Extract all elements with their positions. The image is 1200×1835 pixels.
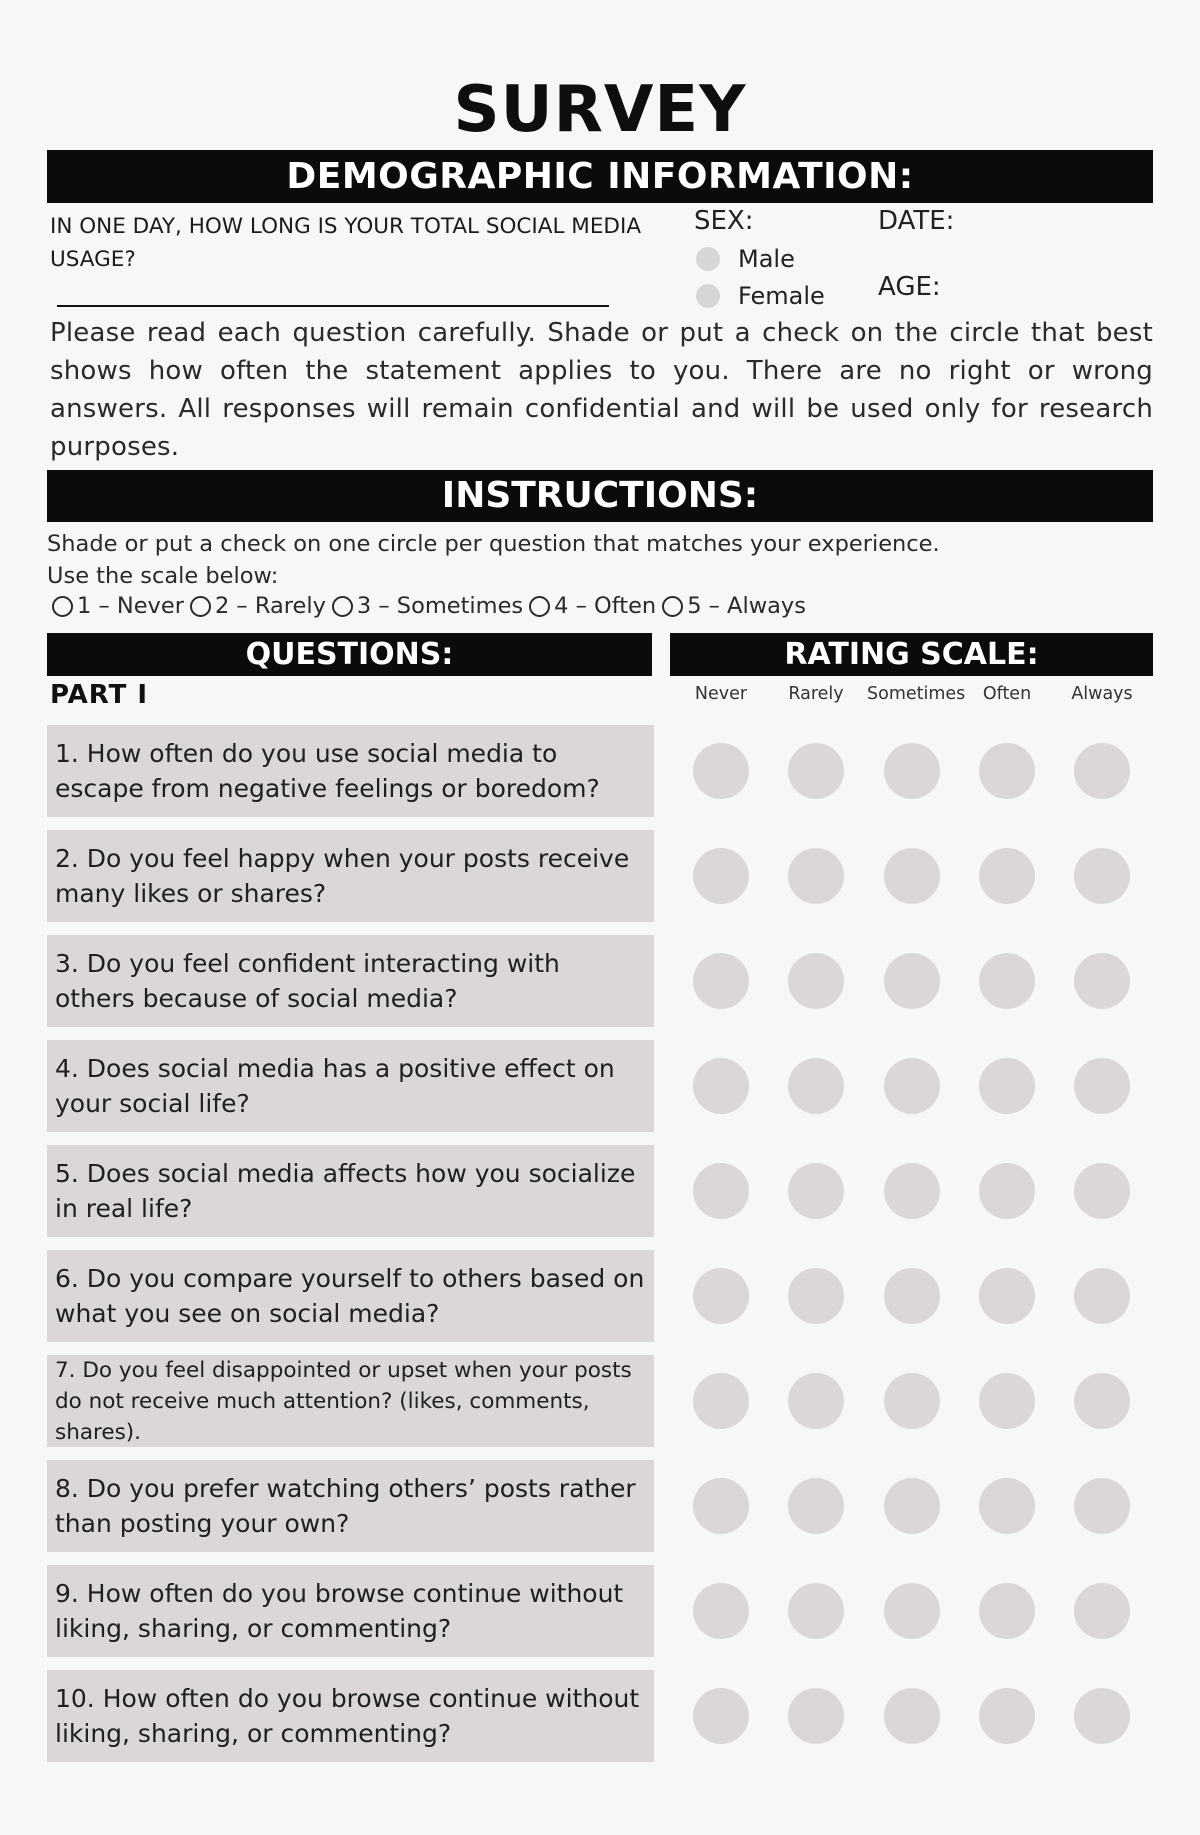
question-text: 5. Does social media affects how you socialize in real life? (55, 1159, 636, 1223)
scale-item (190, 593, 326, 619)
rating-option-never[interactable] (693, 1268, 749, 1324)
scale-label: 1 – Never (77, 593, 184, 619)
rating-option-often[interactable] (979, 953, 1035, 1009)
rating-option-rarely[interactable] (788, 1058, 844, 1114)
radio-circle-icon[interactable] (696, 247, 720, 271)
rating-option-often[interactable] (979, 1688, 1035, 1744)
question-row (47, 725, 654, 817)
question-row (47, 1565, 654, 1657)
rating-option-never[interactable] (693, 743, 749, 799)
rating-option-rarely[interactable] (788, 1478, 844, 1534)
scale-item (332, 593, 523, 619)
rating-option-never[interactable] (693, 1373, 749, 1429)
rating-option-rarely[interactable] (788, 1583, 844, 1639)
rating-option-always[interactable] (1074, 953, 1130, 1009)
rating-option-sometimes[interactable] (884, 1688, 940, 1744)
rating-scale-header: RATING SCALE: (670, 633, 1153, 676)
rating-option-sometimes[interactable] (884, 1268, 940, 1324)
rating-option-sometimes[interactable] (884, 1163, 940, 1219)
demographic-header: DEMOGRAPHIC INFORMATION: (47, 150, 1153, 203)
question-text: 9. How often do you browse continue without liking, sharing, or commenting? (55, 1579, 624, 1643)
column-header-always: Always (1071, 684, 1133, 704)
question-text: 2. Do you feel happy when your posts receive many likes or shares? (55, 844, 630, 908)
rating-option-never[interactable] (693, 1163, 749, 1219)
rating-option-never[interactable] (693, 1688, 749, 1744)
question-row (47, 1670, 654, 1762)
question-text: 1. How often do you use social media to escape from negative feelings or boredom? (55, 739, 600, 803)
instructions-line-1: Shade or put a check on one circle per question that matches your experience. (47, 531, 940, 557)
sex-option-male[interactable] (696, 242, 795, 276)
date-label: DATE: (878, 206, 955, 236)
rating-option-rarely[interactable] (788, 1268, 844, 1324)
usage-answer-line[interactable] (57, 305, 609, 307)
circle-icon (52, 596, 73, 617)
sex-option-label: Female (738, 282, 825, 310)
question-text: 4. Does social media has a positive effect on your social life? (55, 1054, 615, 1118)
column-header-never: Never (694, 684, 748, 704)
question-text: 8. Do you prefer watching others’ posts rather than posting your own? (55, 1474, 636, 1538)
rating-option-often[interactable] (979, 1478, 1035, 1534)
circle-icon (662, 596, 683, 617)
rating-option-often[interactable] (979, 848, 1035, 904)
instructions-header: INSTRUCTIONS: (47, 470, 1153, 522)
circle-icon (529, 596, 550, 617)
rating-option-often[interactable] (979, 1163, 1035, 1219)
rating-option-always[interactable] (1074, 1478, 1130, 1534)
rating-option-rarely[interactable] (788, 848, 844, 904)
question-text: 10. How often do you browse continue without liking, sharing, or commenting? (55, 1684, 640, 1748)
rating-option-always[interactable] (1074, 848, 1130, 904)
circle-icon (190, 596, 211, 617)
question-row (47, 1355, 654, 1447)
question-row (47, 935, 654, 1027)
rating-option-always[interactable] (1074, 1163, 1130, 1219)
rating-option-always[interactable] (1074, 1373, 1130, 1429)
scale-item (52, 593, 184, 619)
rating-option-never[interactable] (693, 848, 749, 904)
rating-option-never[interactable] (693, 953, 749, 1009)
circle-icon (332, 596, 353, 617)
rating-option-sometimes[interactable] (884, 743, 940, 799)
rating-option-often[interactable] (979, 1268, 1035, 1324)
rating-option-often[interactable] (979, 1373, 1035, 1429)
question-text: 6. Do you compare yourself to others based on what you see on social media? (55, 1264, 645, 1328)
rating-option-often[interactable] (979, 1058, 1035, 1114)
rating-option-always[interactable] (1074, 1688, 1130, 1744)
rating-option-never[interactable] (693, 1478, 749, 1534)
question-row (47, 830, 654, 922)
rating-option-sometimes[interactable] (884, 1478, 940, 1534)
question-row (47, 1250, 654, 1342)
question-row (47, 1460, 654, 1552)
sex-option-female[interactable] (696, 279, 825, 313)
usage-question: IN ONE DAY, HOW LONG IS YOUR TOTAL SOCIAL MEDIA USAGE? (50, 214, 642, 272)
rating-option-always[interactable] (1074, 1583, 1130, 1639)
rating-option-rarely[interactable] (788, 1688, 844, 1744)
scale-legend (52, 593, 812, 619)
rating-option-never[interactable] (693, 1583, 749, 1639)
part-label: PART I (50, 680, 149, 710)
question-row (47, 1145, 654, 1237)
age-label: AGE: (878, 272, 941, 302)
intro-text: Please read each question carefully. Shade or put a check on the circle that best shows how often the statement applies to you. There are no right or wrong answers. All responses will remain confidential and will be used only for research purposes. (50, 318, 1153, 462)
scale-item (529, 593, 656, 619)
rating-option-often[interactable] (979, 1583, 1035, 1639)
rating-option-rarely[interactable] (788, 953, 844, 1009)
column-header-rarely: Rarely (788, 684, 844, 704)
question-text: 3. Do you feel confident interacting with others because of social media? (55, 949, 560, 1013)
scale-label: 3 – Sometimes (356, 593, 524, 619)
sex-label: SEX: (694, 206, 754, 236)
rating-option-sometimes[interactable] (884, 848, 940, 904)
rating-option-often[interactable] (979, 743, 1035, 799)
questions-header: QUESTIONS: (47, 633, 652, 676)
page-title: SURVEY (453, 73, 747, 147)
instructions-line-2: Use the scale below: (47, 563, 279, 589)
rating-option-never[interactable] (693, 1058, 749, 1114)
scale-label: 2 – Rarely (214, 593, 326, 619)
rating-option-always[interactable] (1074, 743, 1130, 799)
scale-label: 5 – Always (687, 593, 806, 619)
scale-label: 4 – Often (554, 593, 657, 619)
sex-option-label: Male (738, 245, 795, 273)
rating-option-rarely[interactable] (788, 743, 844, 799)
scale-item (662, 593, 806, 619)
rating-option-sometimes[interactable] (884, 953, 940, 1009)
rating-option-always[interactable] (1074, 1268, 1130, 1324)
rating-option-sometimes[interactable] (884, 1373, 940, 1429)
rating-option-always[interactable] (1074, 1058, 1130, 1114)
rating-option-rarely[interactable] (788, 1163, 844, 1219)
rating-option-sometimes[interactable] (884, 1583, 940, 1639)
column-header-sometimes: Sometimes (867, 684, 966, 704)
radio-circle-icon[interactable] (696, 284, 720, 308)
rating-option-sometimes[interactable] (884, 1058, 940, 1114)
question-row (47, 1040, 654, 1132)
column-header-often: Often (982, 684, 1032, 704)
rating-option-rarely[interactable] (788, 1373, 844, 1429)
question-text: 7. Do you feel disappointed or upset when your posts do not receive much attention? (likes, comments, shares). (55, 1357, 632, 1445)
